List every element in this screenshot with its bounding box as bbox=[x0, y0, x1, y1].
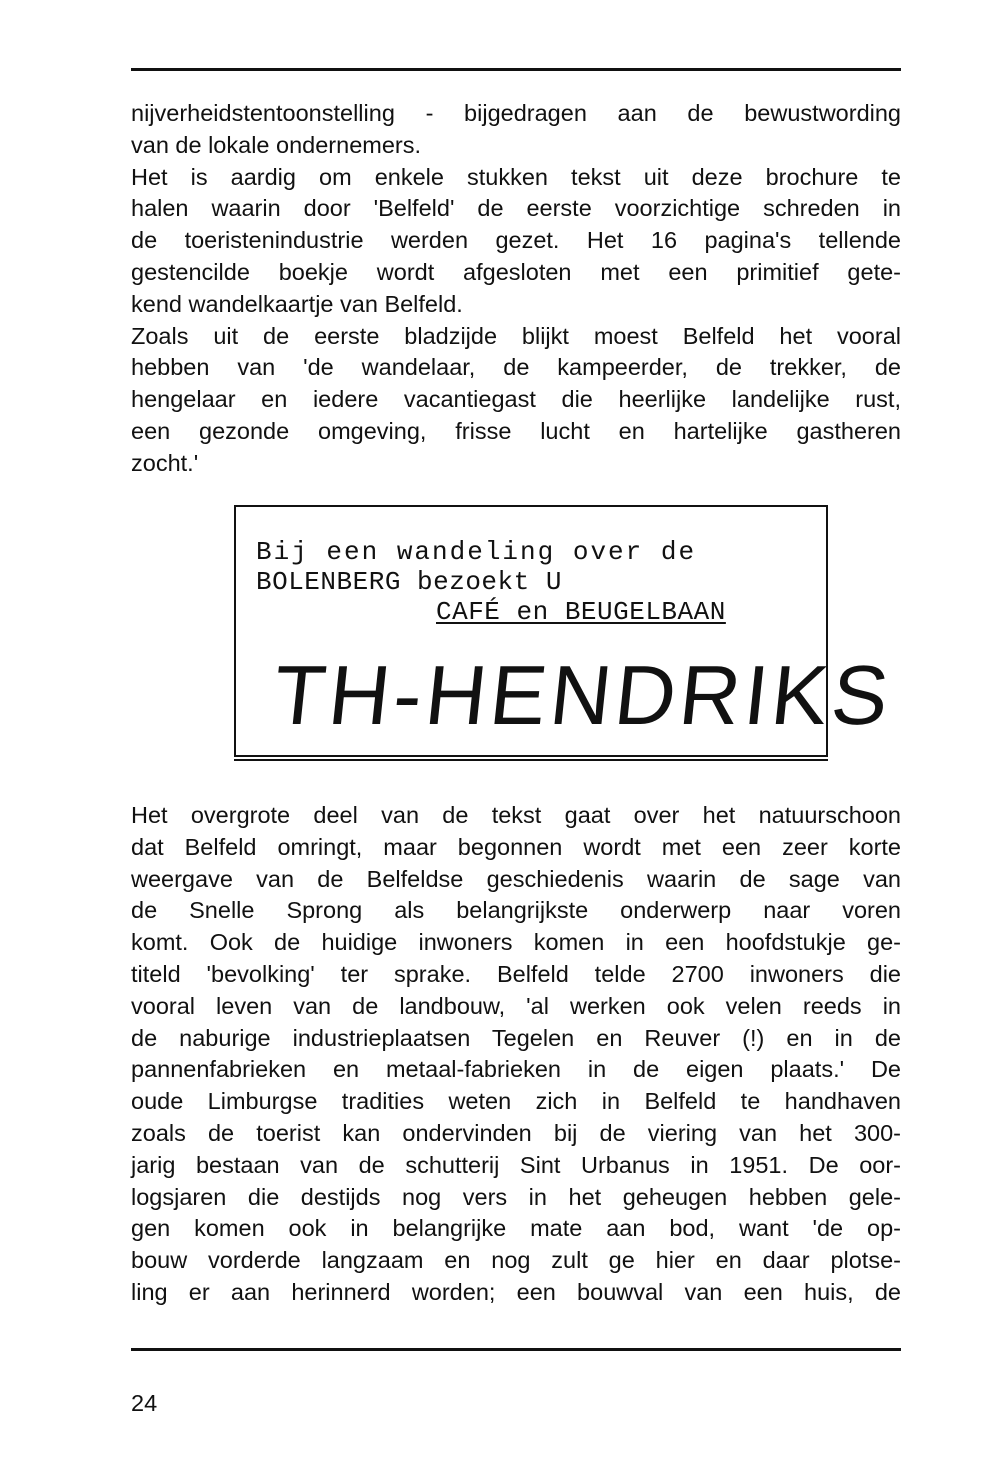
ad-line-2: BOLENBERG bezoekt U bbox=[256, 567, 562, 597]
text-line: nijverheidstentoonstelling - bijgedragen aan de bewustwording bbox=[131, 100, 901, 126]
text-line: Het overgrote deel van de tekst gaat over het natuurschoon bbox=[131, 802, 901, 828]
ad-bottom-line bbox=[234, 759, 828, 761]
text-line: ling er aan herinnerd worden; een bouwval van een huis, de bbox=[131, 1278, 901, 1305]
ad-business-name: TH-HENDRIKS bbox=[269, 648, 897, 742]
text-line: gen komen ook in belangrijke mate aan bod, want 'de op- bbox=[131, 1215, 901, 1242]
text-line: de naburige industrieplaatsen Tegelen en Reuver (!) en in de bbox=[131, 1024, 901, 1051]
text-line: komt. Ook de huidige inwoners komen in een hoofdstukje ge- bbox=[131, 929, 901, 956]
text-line: vooral leven van de landbouw, 'al werken ook velen reeds in bbox=[131, 992, 901, 1019]
text-line: een gezonde omgeving, frisse lucht en hartelijke gastheren bbox=[131, 417, 901, 444]
text-line: de toeristenindustrie werden gezet. Het 16 pagina's tellende bbox=[131, 227, 901, 254]
page-number: 24 bbox=[131, 1390, 158, 1416]
top-paragraphs bbox=[131, 98, 901, 480]
text-line: Zoals uit de eerste bladzijde blijkt moest Belfeld het vooral bbox=[131, 322, 901, 349]
bottom-paragraphs bbox=[131, 800, 901, 1309]
text-line: oude Limburgse tradities weten zich in Belfeld te handhaven bbox=[131, 1088, 901, 1115]
top-rule bbox=[131, 68, 901, 71]
text-line: Het is aardig om enkele stukken tekst uit deze brochure te bbox=[131, 163, 901, 190]
text-line: van de lokale ondernemers. bbox=[131, 131, 422, 158]
text-line: jarig bestaan van de schutterij Sint Urbanus in 1951. De oor- bbox=[131, 1151, 901, 1178]
text-line: zoals de toerist kan ondervinden bij de viering van het 300- bbox=[131, 1119, 901, 1146]
text-line: hengelaar en iedere vacantiegast die heerlijke landelijke rust, bbox=[131, 386, 901, 413]
text-line: weergave van de Belfeldse geschiedenis waarin de sage van bbox=[131, 865, 901, 892]
text-line: gestencilde boekje wordt afgesloten met een primitief gete- bbox=[131, 258, 901, 285]
text-line: zocht.' bbox=[131, 449, 199, 476]
text-line: titeld 'bevolking' ter sprake. Belfeld telde 2700 inwoners die bbox=[131, 960, 901, 987]
bottom-rule bbox=[131, 1348, 901, 1351]
text-line: logsjaren die destijds nog vers in het geheugen hebben gele- bbox=[131, 1183, 901, 1210]
text-line: halen waarin door 'Belfeld' de eerste voorzichtige schreden in bbox=[131, 195, 901, 222]
text-line: de Snelle Sprong als belangrijkste onderwerp naar voren bbox=[131, 897, 901, 924]
text-line: dat Belfeld omringt, maar begonnen wordt met een zeer korte bbox=[131, 833, 901, 860]
ad-line-3: CAFÉ en BEUGELBAAN bbox=[436, 597, 726, 627]
text-line: pannenfabrieken en metaal-fabrieken in de eigen plaats.' De bbox=[131, 1056, 901, 1083]
text-line: hebben van 'de wandelaar, de kampeerder, de trekker, de bbox=[131, 354, 901, 381]
text-line: bouw vorderde langzaam en nog zult ge hier en daar plotse- bbox=[131, 1247, 901, 1274]
advertisement-box bbox=[234, 505, 897, 757]
text-line: kend wandelkaartje van Belfeld. bbox=[131, 290, 463, 317]
ad-line-1: Bij een wandeling over de bbox=[256, 537, 697, 567]
